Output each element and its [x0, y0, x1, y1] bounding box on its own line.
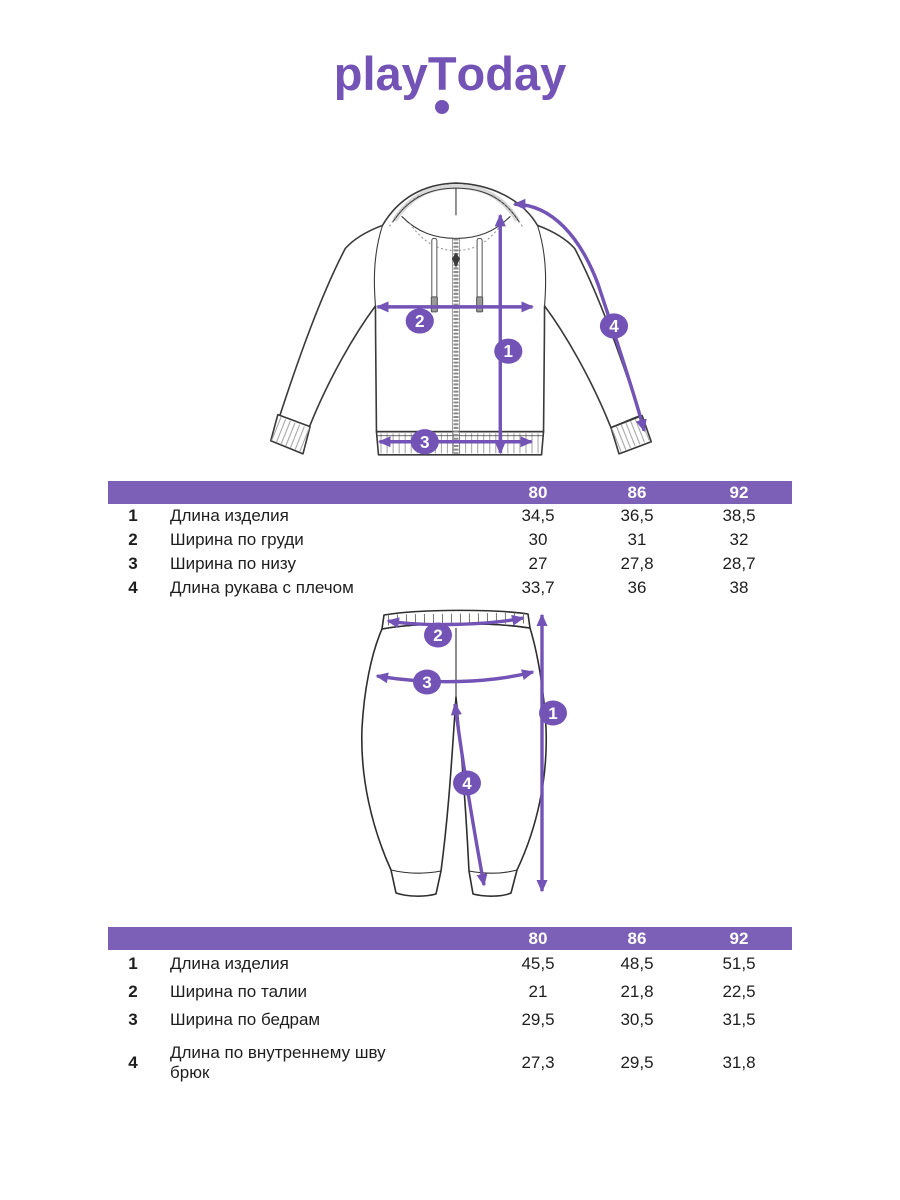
size-column-92: 92: [729, 928, 749, 948]
pants-measurement-diagram: [320, 606, 610, 906]
measure-value: 34,5: [521, 506, 555, 525]
measure-value: 29,5: [620, 1053, 654, 1072]
measure-value: 45,5: [521, 954, 555, 973]
table-row: [108, 552, 792, 576]
logo-text-play: play: [333, 47, 428, 100]
size-column-92: 92: [729, 482, 749, 502]
measure-value: 29,5: [521, 1010, 555, 1029]
measure-value: 27: [528, 554, 548, 573]
measure-value: 30: [528, 530, 548, 549]
pants-marker-3: 3: [422, 673, 432, 692]
row-number: 2: [128, 530, 138, 549]
measure-label: Длина изделия: [170, 953, 289, 973]
measure-value: 30,5: [620, 1010, 654, 1029]
logo-dot-icon: [435, 100, 449, 114]
jacket-outline: [271, 183, 651, 455]
measure-value: 31: [627, 530, 647, 549]
measure-value: 28,7: [722, 554, 756, 573]
size-column-80: 80: [528, 482, 548, 502]
measure-value: 31,5: [722, 1010, 756, 1029]
pants-size-table: [108, 927, 792, 1092]
measure-value: 27,8: [620, 554, 654, 573]
measure-label: Длина по внутреннему шву брюк: [170, 1042, 386, 1082]
measure-value: 27,3: [521, 1053, 555, 1072]
size-column-86: 86: [627, 928, 647, 948]
pants-table-header: [108, 927, 792, 950]
measure-value: 38,5: [722, 506, 756, 525]
table-row: [108, 504, 792, 528]
logo-letter-t: T: [428, 50, 457, 97]
jacket-marker-1: 1: [503, 342, 514, 362]
row-number: 2: [128, 982, 138, 1001]
size-column-80: 80: [528, 928, 548, 948]
row-number: 1: [128, 954, 138, 973]
measure-label: Ширина по груди: [170, 529, 304, 549]
measure-value: 36: [627, 578, 647, 597]
table-row: [108, 950, 792, 978]
measure-value: 31,8: [722, 1053, 756, 1072]
measure-value: 48,5: [620, 954, 654, 973]
measure-label: Длина изделия: [170, 505, 289, 525]
table-row: [108, 1034, 792, 1092]
jacket-marker-4: 4: [609, 317, 619, 337]
measure-value: 51,5: [722, 954, 756, 973]
logo-text-oday: oday: [456, 47, 567, 100]
pants-marker-4: 4: [462, 774, 472, 793]
measure-value: 33,7: [521, 578, 555, 597]
measure-label: Ширина по низу: [170, 553, 296, 573]
row-number: 4: [128, 1053, 138, 1072]
row-number: 4: [128, 578, 138, 597]
measure-value: 36,5: [620, 506, 654, 525]
measure-label: Длина рукава с плечом: [170, 577, 354, 597]
measure-label: Ширина по бедрам: [170, 1009, 321, 1029]
jacket-size-table: [108, 481, 792, 600]
row-number: 1: [128, 506, 138, 525]
size-column-86: 86: [627, 482, 647, 502]
table-row: [108, 528, 792, 552]
pants-marker-2: 2: [433, 626, 443, 645]
row-number: 3: [128, 554, 138, 573]
jacket-marker-2: 2: [414, 312, 425, 332]
jacket-measurement-diagram: [258, 168, 662, 480]
measure-value: 21: [528, 982, 548, 1001]
jacket-marker-3: 3: [420, 432, 430, 452]
pants-outline: [362, 610, 546, 896]
row-number: 3: [128, 1010, 138, 1029]
pants-marker-1: 1: [548, 704, 558, 723]
table-row: [108, 1006, 792, 1034]
measure-value: 21,8: [620, 982, 654, 1001]
measure-label: Ширина по талии: [170, 981, 307, 1001]
brand-logo: [0, 47, 900, 100]
measure-value: 32: [729, 530, 749, 549]
measure-value: 22,5: [722, 982, 756, 1001]
table-row: [108, 576, 792, 600]
measure-value: 38: [729, 578, 749, 597]
jacket-table-header: [108, 481, 792, 504]
table-row: [108, 978, 792, 1006]
